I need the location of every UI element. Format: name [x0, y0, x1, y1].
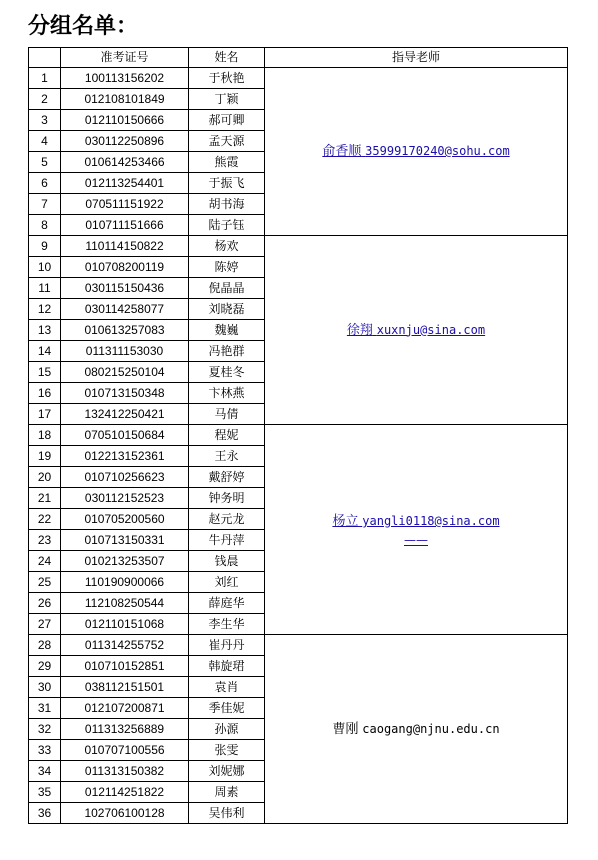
- student-name-cell: 周素: [189, 782, 265, 803]
- student-name-cell: 赵元龙: [189, 509, 265, 530]
- student-name-cell: 刘晓磊: [189, 299, 265, 320]
- column-header-exam-id: 准考证号: [61, 48, 189, 68]
- table-row: [29, 236, 568, 257]
- exam-id-cell: 011311153030: [61, 341, 189, 362]
- page-title: 分组名单：: [28, 14, 139, 39]
- teacher-contact: [332, 722, 499, 736]
- teacher-name: 曹刚: [332, 721, 359, 737]
- teacher-email: caogang@njnu.edu.cn: [362, 721, 500, 736]
- student-name-cell: 张雯: [189, 740, 265, 761]
- exam-id-cell: 070511151922: [61, 194, 189, 215]
- exam-id-cell: 010213253507: [61, 551, 189, 572]
- student-name-cell: 吴伟利: [189, 803, 265, 824]
- exam-id-cell: 011313150382: [61, 761, 189, 782]
- row-number: 33: [29, 740, 61, 761]
- row-number: 34: [29, 761, 61, 782]
- row-number: 32: [29, 719, 61, 740]
- row-number: 18: [29, 425, 61, 446]
- exam-id-cell: 012113254401: [61, 173, 189, 194]
- row-number: 25: [29, 572, 61, 593]
- exam-id-cell: 012108101849: [61, 89, 189, 110]
- student-name-cell: 孙源: [189, 719, 265, 740]
- row-number: 2: [29, 89, 61, 110]
- student-name-cell: 陆子钰: [189, 215, 265, 236]
- exam-id-cell: 112108250544: [61, 593, 189, 614]
- student-name-cell: 冯艳群: [189, 341, 265, 362]
- row-number: 22: [29, 509, 61, 530]
- teacher-email: 35999170240@sohu.com: [365, 144, 510, 158]
- row-number: 12: [29, 299, 61, 320]
- row-number: 28: [29, 635, 61, 656]
- student-name-cell: 胡书海: [189, 194, 265, 215]
- teacher-link-continuation[interactable]: ——: [404, 533, 428, 547]
- exam-id-cell: 102706100128: [61, 803, 189, 824]
- student-name-cell: 崔丹丹: [189, 635, 265, 656]
- roster-body: [29, 68, 568, 824]
- exam-id-cell: 010713150331: [61, 530, 189, 551]
- teacher-cell: [265, 635, 568, 824]
- teacher-email-link[interactable]: [322, 144, 509, 158]
- exam-id-cell: 010614253466: [61, 152, 189, 173]
- exam-id-cell: 030112152523: [61, 488, 189, 509]
- exam-id-cell: 010710152851: [61, 656, 189, 677]
- teacher-cell: [265, 68, 568, 236]
- row-number: 4: [29, 131, 61, 152]
- student-name-cell: 孟天源: [189, 131, 265, 152]
- column-header-number: [29, 48, 61, 68]
- row-number: 20: [29, 467, 61, 488]
- student-name-cell: 季佳妮: [189, 698, 265, 719]
- row-number: 29: [29, 656, 61, 677]
- student-name-cell: 熊霞: [189, 152, 265, 173]
- row-number: 16: [29, 383, 61, 404]
- row-number: 11: [29, 278, 61, 299]
- exam-id-cell: 110114150822: [61, 236, 189, 257]
- student-name-cell: 郝可卿: [189, 110, 265, 131]
- student-name-cell: 李生华: [189, 614, 265, 635]
- column-header-name: 姓名: [189, 48, 265, 68]
- exam-id-cell: 010705200560: [61, 509, 189, 530]
- exam-id-cell: 080215250104: [61, 362, 189, 383]
- row-number: 1: [29, 68, 61, 89]
- row-number: 15: [29, 362, 61, 383]
- row-number: 9: [29, 236, 61, 257]
- student-name-cell: 钟务明: [189, 488, 265, 509]
- roster-table: [28, 47, 568, 824]
- student-name-cell: 于秋艳: [189, 68, 265, 89]
- exam-id-cell: 012213152361: [61, 446, 189, 467]
- teacher-email: yangli0118@sina.com: [362, 514, 500, 528]
- student-name-cell: 丁颖: [189, 89, 265, 110]
- student-name-cell: 韩旋珺: [189, 656, 265, 677]
- teacher-email-link[interactable]: [347, 323, 485, 337]
- exam-id-cell: 030112250896: [61, 131, 189, 152]
- student-name-cell: 马倩: [189, 404, 265, 425]
- teacher-name: 徐翔: [346, 322, 373, 338]
- student-name-cell: 夏桂冬: [189, 362, 265, 383]
- exam-id-cell: 010713150348: [61, 383, 189, 404]
- exam-id-cell: 070510150684: [61, 425, 189, 446]
- student-name-cell: 刘红: [189, 572, 265, 593]
- column-header-teacher: 指导老师: [265, 48, 568, 68]
- row-number: 30: [29, 677, 61, 698]
- row-number: 10: [29, 257, 61, 278]
- row-number: 36: [29, 803, 61, 824]
- row-number: 27: [29, 614, 61, 635]
- exam-id-cell: 132412250421: [61, 404, 189, 425]
- row-number: 19: [29, 446, 61, 467]
- row-number: 17: [29, 404, 61, 425]
- student-name-cell: 袁肖: [189, 677, 265, 698]
- student-name-cell: 戴舒婷: [189, 467, 265, 488]
- student-name-cell: 程妮: [189, 425, 265, 446]
- student-name-cell: 于振飞: [189, 173, 265, 194]
- student-name-cell: 杨欢: [189, 236, 265, 257]
- row-number: 3: [29, 110, 61, 131]
- student-name-cell: 刘妮娜: [189, 761, 265, 782]
- teacher-email: xuxnju@sina.com: [376, 322, 486, 337]
- teacher-name: 杨立: [332, 514, 359, 529]
- exam-id-cell: 012110150666: [61, 110, 189, 131]
- row-number: 26: [29, 593, 61, 614]
- exam-id-cell: 110190900066: [61, 572, 189, 593]
- header-row: [29, 48, 568, 68]
- exam-id-cell: 030115150436: [61, 278, 189, 299]
- exam-id-cell: 010711151666: [61, 215, 189, 236]
- row-number: 14: [29, 341, 61, 362]
- teacher-cell: [265, 236, 568, 425]
- student-name-cell: 倪晶晶: [189, 278, 265, 299]
- row-number: 5: [29, 152, 61, 173]
- student-name-cell: 薛庭华: [189, 593, 265, 614]
- table-row: [29, 425, 568, 446]
- table-row: [29, 68, 568, 89]
- student-name-cell: 牛丹萍: [189, 530, 265, 551]
- student-name-cell: 陈婷: [189, 257, 265, 278]
- row-number: 6: [29, 173, 61, 194]
- row-number: 7: [29, 194, 61, 215]
- student-name-cell: 钱晨: [189, 551, 265, 572]
- exam-id-cell: 011314255752: [61, 635, 189, 656]
- exam-id-cell: 010710256623: [61, 467, 189, 488]
- exam-id-cell: 100113156202: [61, 68, 189, 89]
- table-row: [29, 635, 568, 656]
- teacher-email-link[interactable]: [332, 514, 499, 528]
- row-number: 31: [29, 698, 61, 719]
- teacher-name: 俞香顺: [322, 144, 362, 159]
- student-name-cell: 魏巍: [189, 320, 265, 341]
- row-number: 23: [29, 530, 61, 551]
- student-name-cell: 王永: [189, 446, 265, 467]
- exam-id-cell: 030114258077: [61, 299, 189, 320]
- student-name-cell: 卞林燕: [189, 383, 265, 404]
- row-number: 13: [29, 320, 61, 341]
- exam-id-cell: 011313256889: [61, 719, 189, 740]
- teacher-cell: [265, 425, 568, 635]
- exam-id-cell: 010613257083: [61, 320, 189, 341]
- row-number: 21: [29, 488, 61, 509]
- exam-id-cell: 012107200871: [61, 698, 189, 719]
- exam-id-cell: 010707100556: [61, 740, 189, 761]
- row-number: 24: [29, 551, 61, 572]
- row-number: 35: [29, 782, 61, 803]
- exam-id-cell: 012114251822: [61, 782, 189, 803]
- exam-id-cell: 038112151501: [61, 677, 189, 698]
- row-number: 8: [29, 215, 61, 236]
- exam-id-cell: 012110151068: [61, 614, 189, 635]
- exam-id-cell: 010708200119: [61, 257, 189, 278]
